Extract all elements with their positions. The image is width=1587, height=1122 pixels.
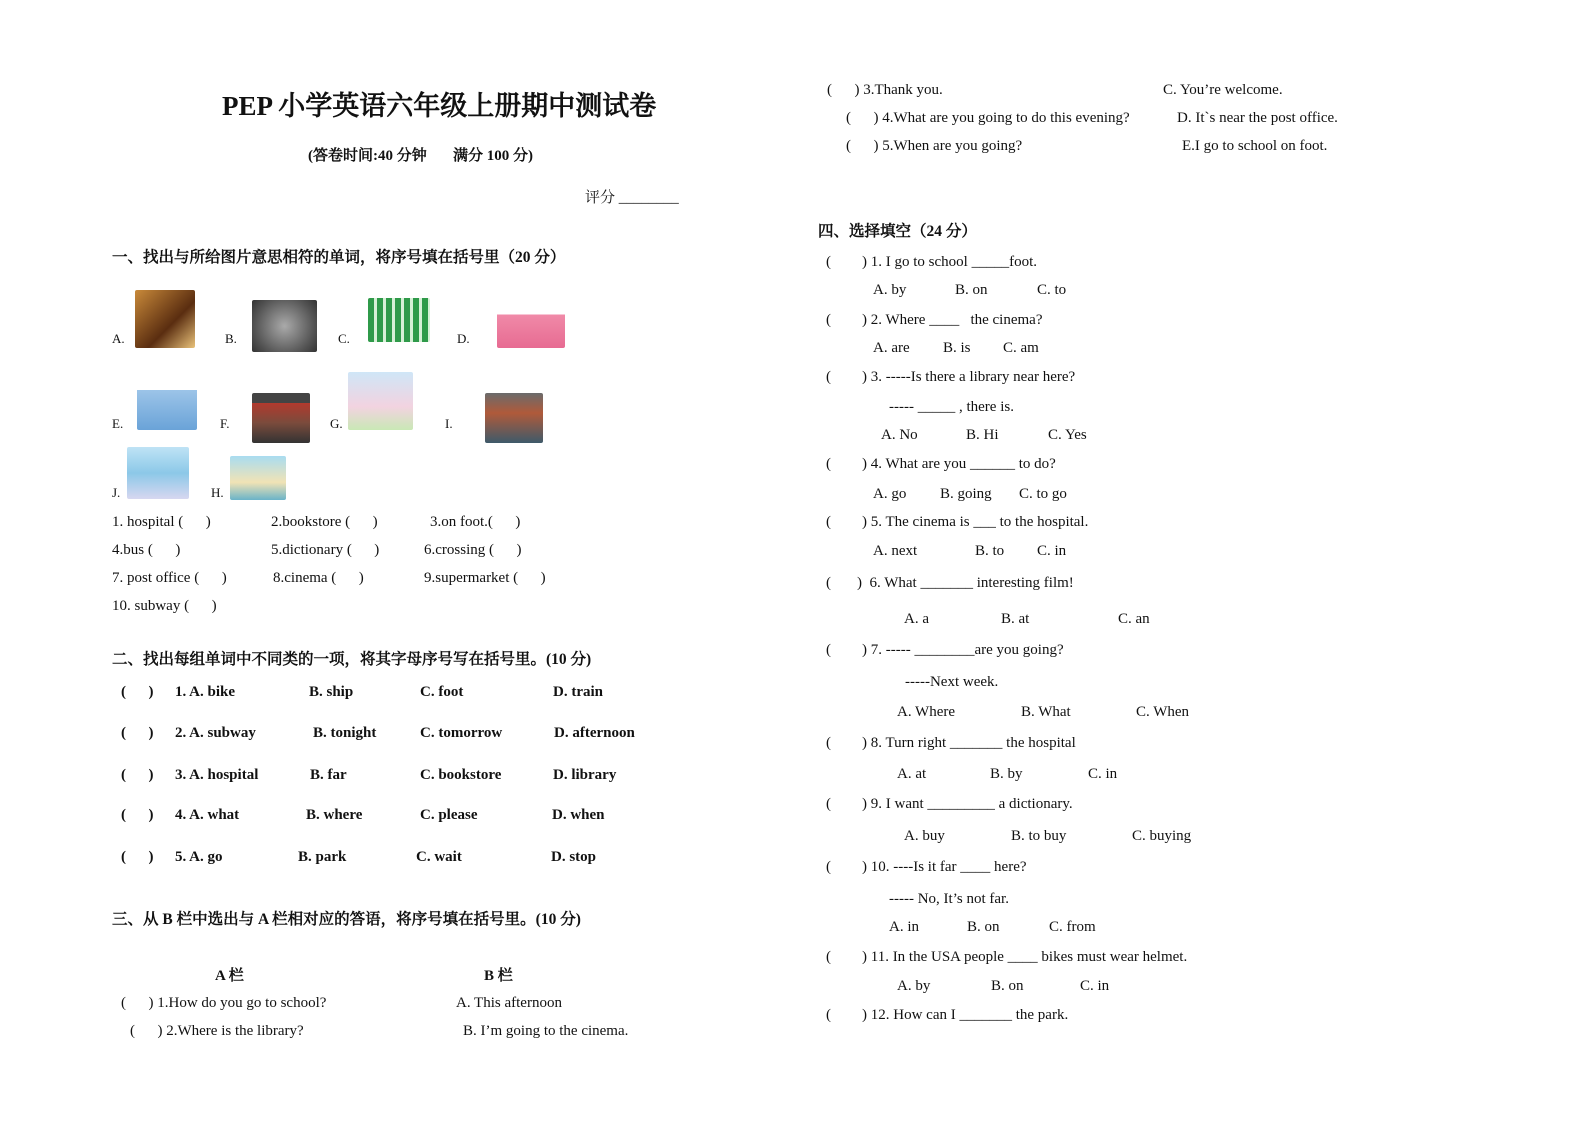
question-text: ) 7. ----- ________are you going? [862, 642, 1064, 658]
question-text: ) 9. I want _________ a dictionary. [862, 796, 1073, 812]
answer-blank: ( [826, 369, 831, 385]
choice-option: A. in [889, 919, 919, 935]
choice-option: B. What [1021, 704, 1071, 720]
picture-label: B. [225, 331, 237, 346]
option-d: D. train [553, 684, 603, 700]
section-2-heading: 二、找出每组单词中不同类的一项，将其字母序号写在括号里。(10 分) [112, 651, 592, 668]
match-answer: D. It`s near the post office. [1177, 110, 1338, 126]
choice-option: A. No [881, 427, 918, 443]
option-b: B. park [298, 849, 347, 865]
picture-label: E. [112, 416, 124, 431]
answer-blank: ( [826, 859, 831, 875]
column-b-header: B 栏 [484, 968, 513, 984]
post-office-image [252, 393, 310, 443]
choice-option: C. in [1088, 766, 1118, 782]
question-text: ) 10. ----Is it far ____ here? [862, 859, 1027, 875]
word-item: 9.supermarket ( ) [424, 570, 546, 586]
children-walking-image [348, 372, 413, 430]
answer-blank: ( [826, 456, 831, 472]
choice-option: B. on [955, 282, 988, 298]
question-text: ) 3. -----Is there a library near here? [862, 369, 1076, 385]
column-a-header: A 栏 [215, 968, 244, 984]
answer-blank: ( [826, 949, 831, 965]
option-c: C. foot [420, 684, 464, 700]
option-a: 4. A. what [175, 807, 240, 823]
answer-blank: ( ) [121, 725, 154, 741]
choice-option: A. next [873, 543, 918, 559]
option-a: 1. A. bike [175, 684, 236, 700]
match-question: ( ) 4.What are you going to do this evening? [846, 110, 1130, 126]
choice-option: B. to [975, 543, 1005, 559]
question-text: ) 5. The cinema is ___ to the hospital. [862, 514, 1089, 530]
picture-label: F. [220, 416, 230, 431]
word-item: 8.cinema ( ) [273, 570, 364, 586]
score-field: 评分 ________ [585, 190, 679, 206]
option-a: 2. A. subway [175, 725, 256, 741]
answer-blank: ( [826, 254, 831, 270]
answer-blank: ( [826, 575, 831, 591]
option-d: D. stop [551, 849, 597, 865]
word-item: 7. post office ( ) [112, 570, 227, 586]
word-item: 6.crossing ( ) [424, 542, 522, 558]
word-item: 4.bus ( ) [112, 542, 181, 558]
question-subline: ----- No, It’s not far. [889, 891, 1009, 907]
cinema-image [497, 300, 565, 348]
hospital-image [137, 380, 197, 430]
choice-option: A. by [873, 282, 907, 298]
bookstore-image [485, 393, 543, 443]
match-question: ( ) 2.Where is the library? [130, 1023, 304, 1039]
question-text: ) 6. What _______ interesting film! [857, 575, 1074, 591]
answer-blank: ( ) [121, 849, 154, 865]
word-item: 1. hospital ( ) [112, 514, 211, 530]
choice-option: C. in [1080, 978, 1110, 994]
answer-blank: ( [826, 1007, 831, 1023]
picture-label: D. [457, 331, 470, 346]
answer-blank: ( [826, 735, 831, 751]
exam-info: (答卷时间:40 分钟 满分 100 分) [308, 148, 533, 164]
question-text: ) 8. Turn right _______ the hospital [862, 735, 1076, 751]
choice-option: C. an [1118, 611, 1150, 627]
supermarket-image [368, 298, 430, 342]
option-b: B. tonight [313, 725, 377, 741]
picture-label: A. [112, 331, 125, 346]
page-title: PEP 小学英语六年级上册期中测试卷 [222, 91, 657, 121]
match-answer: A. This afternoon [456, 995, 562, 1011]
match-question: ( ) 1.How do you go to school? [121, 995, 327, 1011]
word-item: 5.dictionary ( ) [271, 542, 380, 558]
choice-option: B. at [1001, 611, 1030, 627]
bus-image [127, 447, 189, 499]
section-1-heading: 一、找出与所给图片意思相符的单词，将序号填在括号里（20 分） [112, 249, 566, 266]
choice-option: B. Hi [966, 427, 999, 443]
answer-blank: ( [826, 514, 831, 530]
choice-option: B. on [967, 919, 1000, 935]
word-item: 10. subway ( ) [112, 598, 217, 614]
option-c: C. tomorrow [420, 725, 503, 741]
choice-option: C. buying [1132, 828, 1192, 844]
choice-option: C. Yes [1048, 427, 1087, 443]
choice-option: A. are [873, 340, 910, 356]
answer-blank: ( [826, 642, 831, 658]
choice-option: B. is [943, 340, 971, 356]
choice-option: C. in [1037, 543, 1067, 559]
answer-blank: ( [826, 796, 831, 812]
choice-option: B. on [991, 978, 1024, 994]
answer-blank: ( ) [121, 807, 154, 823]
dictionary-image [135, 290, 195, 348]
choice-option: B. going [940, 486, 992, 502]
choice-option: C. am [1003, 340, 1039, 356]
match-answer: C. You’re welcome. [1163, 82, 1283, 98]
choice-option: A. a [904, 611, 929, 627]
match-question: ( ) 3.Thank you. [827, 82, 943, 98]
choice-option: A. go [873, 486, 907, 502]
crossing-image [252, 300, 317, 352]
option-b: B. ship [309, 684, 354, 700]
choice-option: A. by [897, 978, 931, 994]
picture-label: C. [338, 331, 350, 346]
question-subline: ----- _____ , there is. [889, 399, 1014, 415]
section-4-heading: 四、选择填空（24 分） [818, 223, 977, 240]
option-b: B. far [310, 767, 347, 783]
choice-option: C. from [1049, 919, 1096, 935]
answer-blank: ( ) [121, 767, 154, 783]
answer-blank: ( [826, 312, 831, 328]
question-subline: -----Next week. [905, 674, 999, 690]
choice-option: C. to go [1019, 486, 1067, 502]
option-c: C. please [420, 807, 478, 823]
option-d: D. when [552, 807, 605, 823]
option-d: D. afternoon [554, 725, 635, 741]
word-item: 3.on foot.( ) [430, 514, 521, 530]
choice-option: C. When [1136, 704, 1190, 720]
choice-option: A. Where [897, 704, 956, 720]
question-text: ) 11. In the USA people ____ bikes must wear helmet. [862, 949, 1188, 965]
option-a: 3. A. hospital [175, 767, 259, 783]
picture-label: J. [112, 485, 121, 500]
question-text: ) 1. I go to school _____foot. [862, 254, 1037, 270]
picture-label: I. [445, 416, 453, 431]
match-question: ( ) 5.When are you going? [846, 138, 1023, 154]
question-text: ) 4. What are you ______ to do? [862, 456, 1056, 472]
choice-option: B. by [990, 766, 1023, 782]
answer-blank: ( ) [121, 684, 154, 700]
choice-option: A. buy [904, 828, 945, 844]
subway-image [230, 456, 286, 500]
picture-label: H. [211, 485, 224, 500]
option-c: C. bookstore [420, 767, 502, 783]
match-answer: E.I go to school on foot. [1182, 138, 1328, 154]
choice-option: B. to buy [1011, 828, 1067, 844]
section-3-heading: 三、从 B 栏中选出与 A 栏相对应的答语，将序号填在括号里。(10 分) [112, 911, 581, 928]
question-text: ) 12. How can I _______ the park. [862, 1007, 1069, 1023]
option-a: 5. A. go [175, 849, 223, 865]
question-text: ) 2. Where ____ the cinema? [862, 312, 1043, 328]
picture-label: G. [330, 416, 343, 431]
choice-option: C. to [1037, 282, 1067, 298]
option-d: D. library [553, 767, 617, 783]
choice-option: A. at [897, 766, 927, 782]
word-item: 2.bookstore ( ) [271, 514, 378, 530]
option-b: B. where [306, 807, 363, 823]
match-answer: B. I’m going to the cinema. [463, 1023, 629, 1039]
option-c: C. wait [416, 849, 462, 865]
